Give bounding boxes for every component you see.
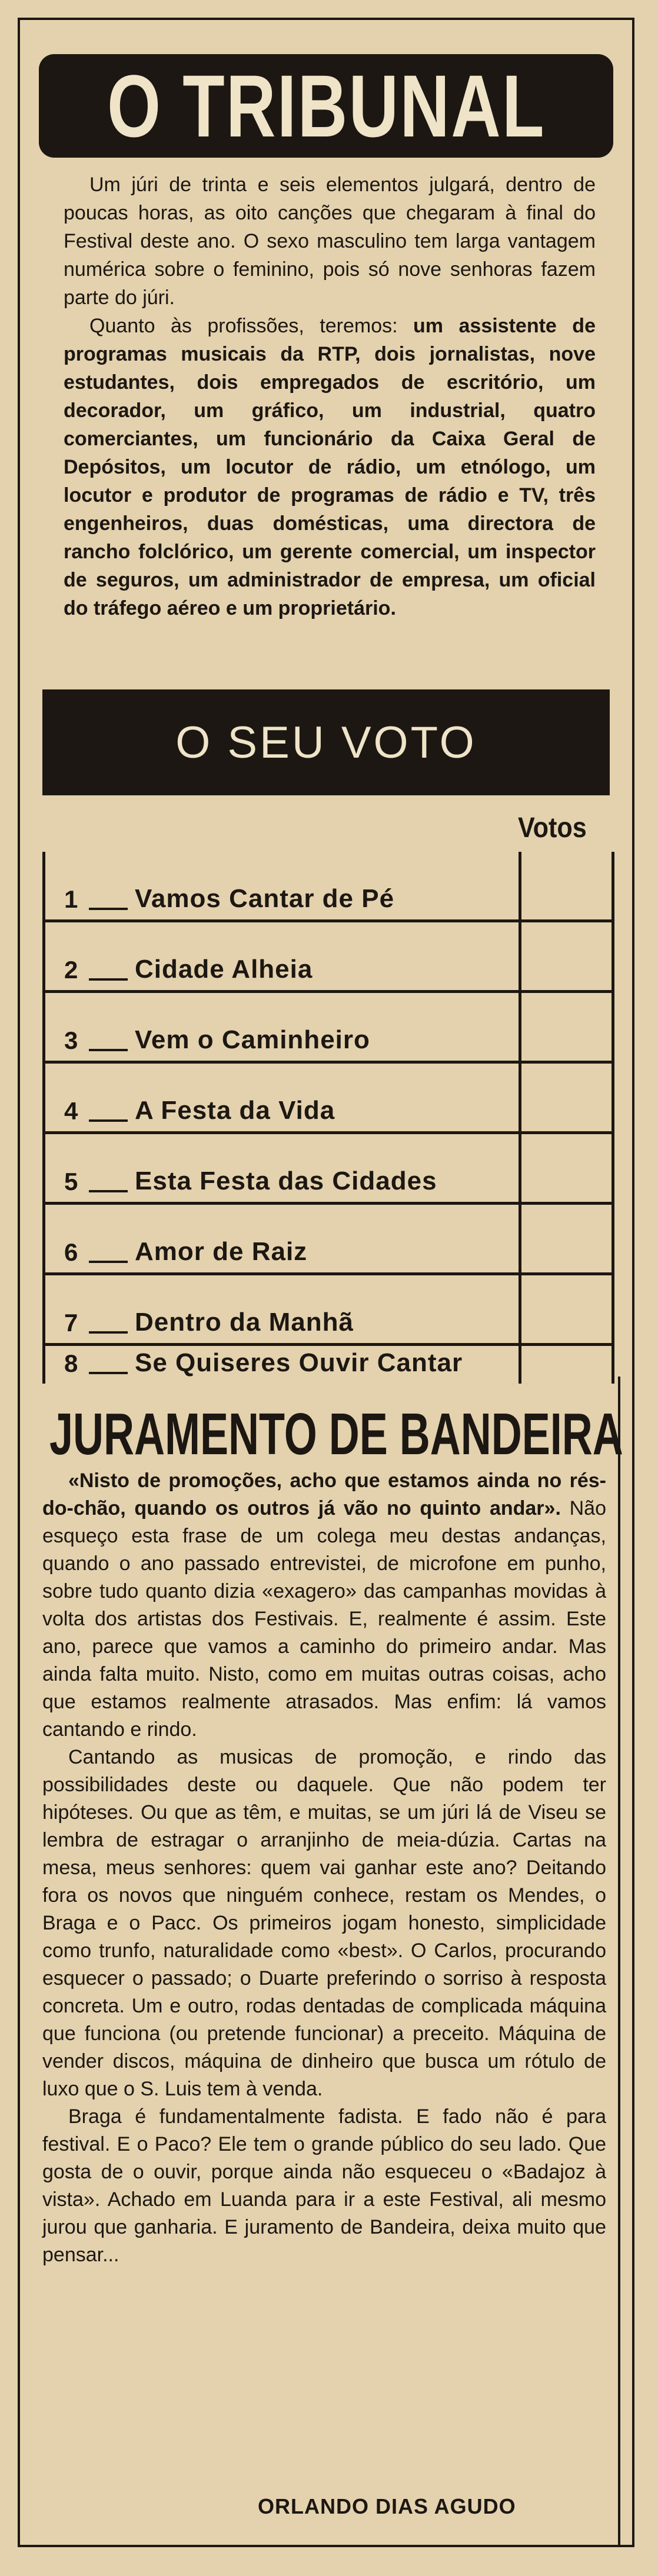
- ballot-row: [45, 1064, 612, 1134]
- song-title: Vamos Cantar de Pé: [135, 884, 395, 913]
- ballot-row: [45, 1205, 612, 1275]
- ballot-row: [45, 1134, 612, 1205]
- song-title: Esta Festa das Cidades: [135, 1167, 437, 1195]
- song-title: Amor de Raiz: [135, 1237, 308, 1266]
- song-number: 1: [64, 885, 78, 913]
- votes-column-label: Votos: [518, 812, 587, 844]
- number-dash: [89, 1190, 128, 1192]
- song-number: 4: [64, 1097, 78, 1125]
- song-title: Se Quiseres Ouvir Cantar: [135, 1348, 463, 1377]
- number-dash: [89, 908, 128, 910]
- number-dash: [89, 1049, 128, 1051]
- juramento-quote: «Nisto de promoções, acho que estamos ainda no rés-do-chão, quando os outros já vão no quinto andar».: [42, 1469, 606, 1519]
- song-number: 2: [64, 956, 78, 984]
- tribunal-banner: [39, 54, 613, 158]
- juramento-paragraph-3: Braga é fundamentalmente fadista. E fado não é para festival. E o Paco? Ele tem o grande público do seu lado. Que gosta de o ouvir, porque ainda não esqueceu o «Badajoz à vista». Achado em Luanda para ir a este Festival, ali mesmo jurou que ganharia. E juramento de Bandeira, deixa muito que pensar...: [42, 2105, 606, 2266]
- number-dash: [89, 1261, 128, 1263]
- column-rule: [618, 1377, 620, 2547]
- juramento-text: [42, 1467, 606, 2269]
- tribunal-text: [64, 171, 596, 622]
- song-number: 3: [64, 1027, 78, 1054]
- juramento-title: JURAMENTO DE BANDEIRA: [49, 1401, 623, 1467]
- professions-intro: Quanto às profissões, teremos:: [89, 315, 414, 337]
- number-dash: [89, 1372, 128, 1374]
- ballot-row: [45, 852, 612, 922]
- juramento-paragraph-1-rest: Não esqueço esta frase de um colega meu destas andanças, quando o ano passado entrevistei, de microfone em punho, sobre tudo quanto dizia «exagero» das campanhas movidas à volta dos artistas dos Festivais. E, realmente é assim. Este ano, parece que vamos a caminho do primeiro andar. Mas ainda falta muito. Nisto, como em muitas outras coisas, acho que estamos realmente atrasados. Mas enfim: lá vamos cantando e rindo.: [42, 1497, 606, 1741]
- number-dash: [89, 1331, 128, 1334]
- juramento-paragraph-2: Cantando as musicas de promoção, e rindo das possibilidades deste ou daquele. Que não podem ter hipóteses. Ou que as têm, e muitas, se um júri lá de Viseu se lembra de estragar o arranjinho de meia-dúzia. Cartas na mesa, meus senhores: quem vai ganhar este ano? Deitando fora os novos que ninguém conhece, restam os Mendes, o Braga e o Pacc. Os primeiros jogam honesto, simplicidade como trunfo, naturalidade como «best». O Carlos, procurando esquecer o passado; o Duarte preferindo o sorriso à resposta concreta. Um e outro, rodas dentadas de complicada máquina que funciona (ou pretende funcionar) a preceito. Máquina de vender discos, máquina de dinheiro que busca um rótulo de luxo que o S. Luis tem à venda.: [42, 1746, 606, 2100]
- song-number: 7: [64, 1309, 78, 1337]
- ballot-row: [45, 1275, 612, 1346]
- ballot-row: [45, 993, 612, 1064]
- author-signature: ORLANDO DIAS AGUDO: [258, 2494, 516, 2518]
- ballot-table: [42, 852, 614, 1384]
- song-number: 8: [64, 1349, 78, 1377]
- juramento-paragraph-1: [42, 1467, 606, 1744]
- song-title: Cidade Alheia: [135, 955, 313, 984]
- song-number: 6: [64, 1238, 78, 1266]
- ballot-row: [45, 922, 612, 993]
- ballot-title: O SEU VOTO: [175, 717, 477, 768]
- tribunal-professions-paragraph: [64, 312, 596, 622]
- tribunal-title: O TRIBUNAL: [107, 56, 546, 155]
- number-dash: [89, 1119, 128, 1122]
- tribunal-paragraph: Um júri de trinta e seis elementos julgará, dentro de poucas horas, as oito canções que chegaram à final do Festival deste ano. O sexo masculino tem larga vantagem numérica sobre o feminino, pois só nove senhoras fazem parte do júri.: [64, 174, 596, 309]
- ballot-row: [45, 1346, 612, 1384]
- song-title: Dentro da Manhã: [135, 1308, 354, 1337]
- song-title: Vem o Caminheiro: [135, 1025, 370, 1054]
- professions-list: um assistente de programas musicais da RTP, dois jornalistas, nove estudantes, dois empregados de escritório, um decorador, um gráfico, um industrial, quatro comerciantes, um funcionário da Caixa Geral de Depósitos, um locutor de rádio, um etnólogo, um locutor e produtor de programas de rádio e TV, três engenheiros, duas domésticas, uma directora de rancho folclórico, um gerente comercial, um inspector de seguros, um administrador de empresa, um oficial do tráfego aéreo e um proprietário.: [64, 315, 596, 619]
- number-dash: [89, 978, 128, 981]
- song-number: 5: [64, 1168, 78, 1195]
- song-title: A Festa da Vida: [135, 1096, 335, 1125]
- ballot-header: [42, 689, 610, 795]
